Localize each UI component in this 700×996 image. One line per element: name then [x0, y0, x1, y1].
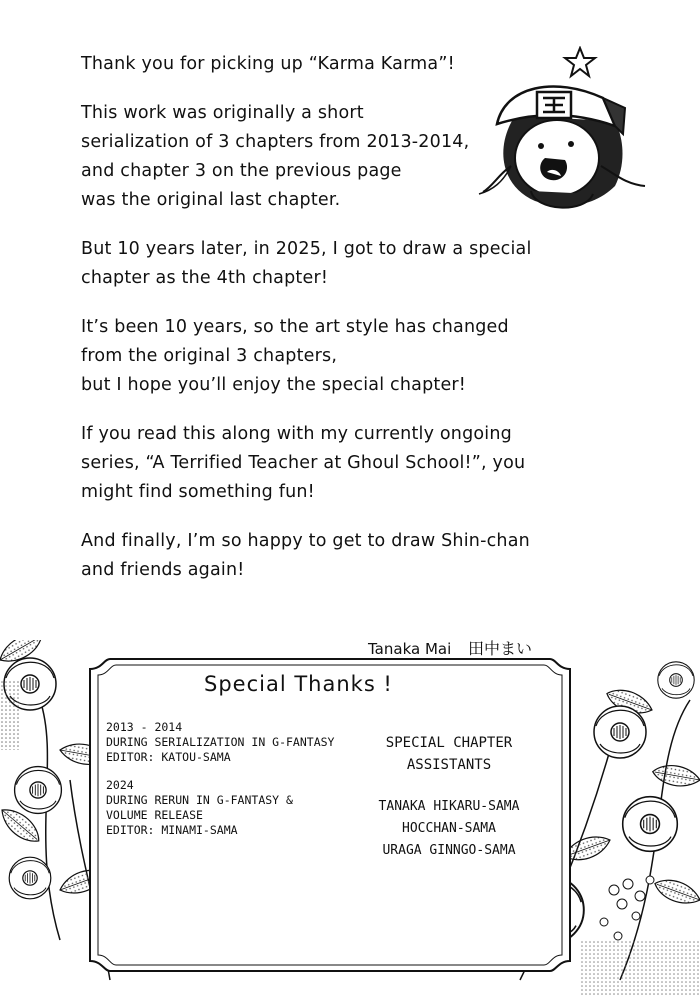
letter-paragraph [81, 420, 551, 507]
assistants-credits [364, 732, 534, 862]
letter-line: It’s been 10 years, so the art style has changed [81, 317, 509, 337]
letter-line: serialization of 3 chapters from 2013-2014, [81, 132, 470, 152]
credit-line: 2013 - 2014 [106, 720, 183, 734]
letter-line: If you read this along with my currently ongoing [81, 424, 512, 444]
credit-line: DURING SERIALIZATION IN G-FANTASY [106, 735, 335, 749]
letter-line: from the original 3 chapters, [81, 346, 338, 366]
assistants-list [364, 796, 534, 862]
letter-line: and chapter 3 on the previous page [81, 161, 402, 181]
assistants-heading: ASSISTANTS [406, 757, 492, 773]
credit-line: EDITOR: KATOU-SAMA [106, 750, 231, 764]
assistant-name: URAGA GINNGO-SAMA [382, 843, 516, 858]
credit-line: EDITOR: MINAMI-SAMA [106, 823, 238, 837]
credit-line: 2024 [106, 778, 134, 792]
letter-paragraph [81, 313, 551, 400]
assistants-heading: SPECIAL CHAPTER [385, 735, 513, 751]
letter-line: series, “A Terrified Teacher at Ghoul School!”, you [81, 453, 526, 473]
assistant-name: HOCCHAN-SAMA [402, 821, 496, 836]
credit-line: VOLUME RELEASE [106, 808, 203, 822]
letter-line: chapter as the 4th chapter! [81, 268, 329, 288]
special-thanks-title: Special Thanks ! [204, 672, 393, 696]
letter-line: And finally, I’m so happy to get to draw Shin-chan [81, 531, 530, 551]
assistant-name: TANAKA HIKARU-SAMA [378, 799, 520, 814]
letter-line: might find something fun! [81, 482, 315, 502]
author-mascot-illustration [475, 46, 655, 216]
credit-block [106, 778, 334, 838]
credit-line: DURING RERUN IN G-FANTASY & [106, 793, 293, 807]
letter-line: But 10 years later, in 2025, I got to draw a special [81, 239, 532, 259]
letter-line: This work was originally a short [81, 103, 364, 123]
letter-line: was the original last chapter. [81, 190, 341, 210]
letter-paragraph [81, 527, 551, 585]
signature-name: Tanaka Mai [368, 640, 452, 658]
letter-paragraph [81, 235, 551, 293]
letter-line: Thank you for picking up “Karma Karma”! [81, 54, 455, 74]
letter-line: and friends again! [81, 560, 245, 580]
letter-line: but I hope you’ll enjoy the special chapter! [81, 375, 467, 395]
signature-japanese: 田中まい [468, 639, 533, 658]
editor-credits [106, 720, 334, 851]
credit-block [106, 720, 334, 765]
